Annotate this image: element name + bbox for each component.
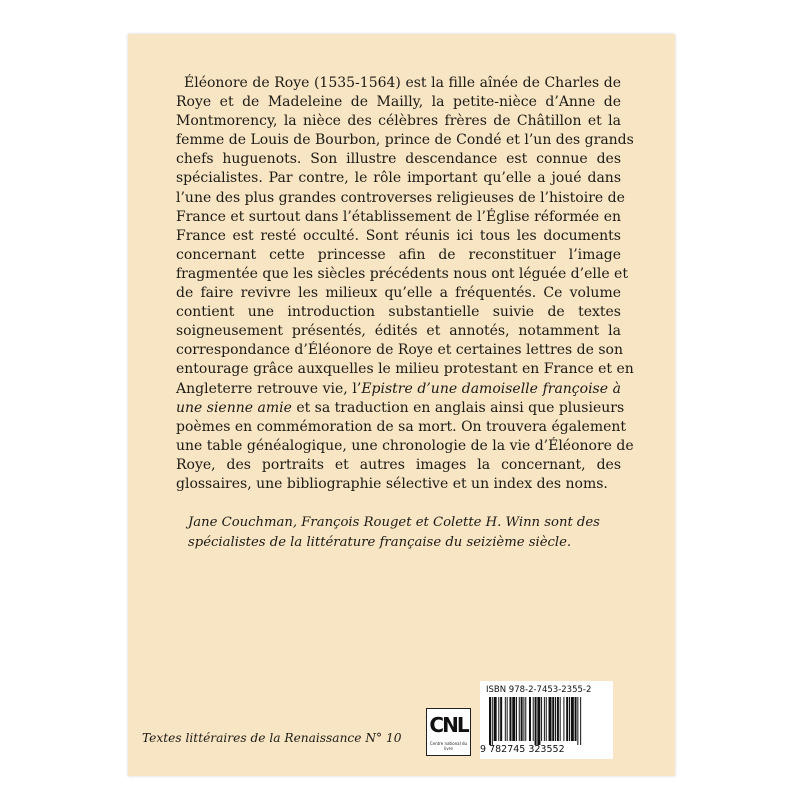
description-line: poèmes en commémoration de sa mort. On trouvera également xyxy=(176,418,627,435)
barcode-bar xyxy=(498,697,499,741)
description-line-suffix: et sa traduction en anglais ainsi que plusieurs xyxy=(291,399,625,416)
description-line: glossaires, une bibliographie sélective et un index des noms. xyxy=(176,475,608,492)
description-line: entourage grâce auxquelles le milieu protestant en France et en xyxy=(176,361,634,378)
barcode-bar xyxy=(507,697,508,741)
barcode-bar xyxy=(546,697,547,741)
work-title-italic-cont: une sienne amie xyxy=(176,399,292,416)
authors-note-line: Jane Couchman, François Rouget et Colette H. Winn sont des xyxy=(188,515,600,530)
description-line: l’une des plus grandes controverses religieuses de l’histoire de xyxy=(176,189,625,206)
description-line-prefix: Angleterre retrouve vie, l’ xyxy=(176,380,362,397)
book-description xyxy=(176,74,634,494)
description-line: fragmentée que les siècles précédents nous ont léguée d’elle et xyxy=(176,265,628,282)
barcode-bar xyxy=(555,697,556,741)
barcode-bar xyxy=(537,697,540,745)
description-line: correspondance d’Éléonore de Roye et certaines lettres de son xyxy=(176,342,623,359)
barcode-bar xyxy=(549,697,552,741)
back-cover xyxy=(128,34,675,776)
description-line: Montmorency, la nièce des célèbres frères de Châtillon et la xyxy=(176,113,621,130)
description-line-with-title xyxy=(176,380,621,399)
barcode-bar xyxy=(557,697,559,741)
barcode-bar xyxy=(560,697,561,741)
barcode-bar xyxy=(509,697,511,741)
barcode-bar xyxy=(535,697,537,745)
description-line: France et surtout dans l’établissement de l’Église réformée en xyxy=(176,208,621,225)
description-line: France est resté occulté. Sont réunis ici tous les documents xyxy=(176,227,621,244)
description-line: de faire revivre les milieux qu’elle a fréquentés. Ce volume xyxy=(176,285,621,302)
barcode-bar xyxy=(516,697,517,741)
barcode-bar xyxy=(541,697,542,741)
authors-note-line: spécialistes de la littérature française du seizième siècle. xyxy=(188,534,572,550)
barcode-bar xyxy=(533,697,534,741)
description-line: une table généalogique, une chronologie de la vie d’Éléonore de xyxy=(176,437,634,454)
barcode-bar xyxy=(552,697,554,741)
description-line-with-title xyxy=(176,399,625,418)
barcode-bar xyxy=(492,697,493,745)
cnl-logo-letters: CNL xyxy=(429,713,468,737)
barcode-bar xyxy=(577,697,578,745)
description-line: concernant cette princesse afin de reconstituer l’image xyxy=(176,246,621,263)
barcode-bar xyxy=(563,697,564,741)
barcode-bar xyxy=(494,697,497,741)
barcode-bar xyxy=(569,697,570,741)
barcode-bar xyxy=(523,697,524,741)
series-title: Textes littéraires de la Renaissance N° 10 xyxy=(142,731,402,745)
barcode-bar xyxy=(580,697,581,745)
barcode-bar xyxy=(529,697,531,741)
description-line: soigneusement présentés, édités et annotés, notamment la xyxy=(176,323,621,340)
barcode-bar xyxy=(519,697,520,741)
description-line: contient une introduction substantielle suivie de textes xyxy=(176,304,621,321)
barcode-bar xyxy=(575,697,577,741)
cnl-logo xyxy=(426,708,471,756)
barcode-bar xyxy=(500,697,502,741)
description-line: Éléonore de Roye (1535-1564) est la fille aînée de Charles de xyxy=(184,75,621,91)
authors-note xyxy=(188,513,621,552)
barcode-bar xyxy=(505,697,506,741)
isbn-barcode xyxy=(480,681,613,759)
description-line: Roye, des portraits et autres images la concernant, des xyxy=(176,456,621,473)
ean-digits: 9 782745 323552 xyxy=(480,744,565,755)
barcode-bar xyxy=(489,697,491,745)
isbn-label: ISBN 978-2-7453-2355-2 xyxy=(486,685,592,695)
description-line: Roye et de Madeleine de Mailly, la petite-nièce d’Anne de xyxy=(176,94,621,111)
barcode-bar xyxy=(512,697,515,741)
barcode-bar xyxy=(525,697,526,741)
work-title-italic: Epistre d’une damoiselle françoise à xyxy=(361,380,621,397)
description-line: spécialistes. Par contre, le rôle important qu’elle a joué dans xyxy=(176,170,621,187)
barcode-bar xyxy=(571,697,574,741)
description-line: femme de Louis de Bourbon, prince de Condé et l’un des grands xyxy=(176,132,634,149)
barcode-bar xyxy=(566,697,568,741)
barcode-bars xyxy=(489,697,605,745)
barcode-bar xyxy=(544,697,545,741)
description-line: chefs huguenots. Son illustre descendance est connue des xyxy=(176,151,621,168)
cnl-logo-subtitle: Centre national du livre xyxy=(429,741,468,751)
barcode-bar xyxy=(521,697,523,741)
